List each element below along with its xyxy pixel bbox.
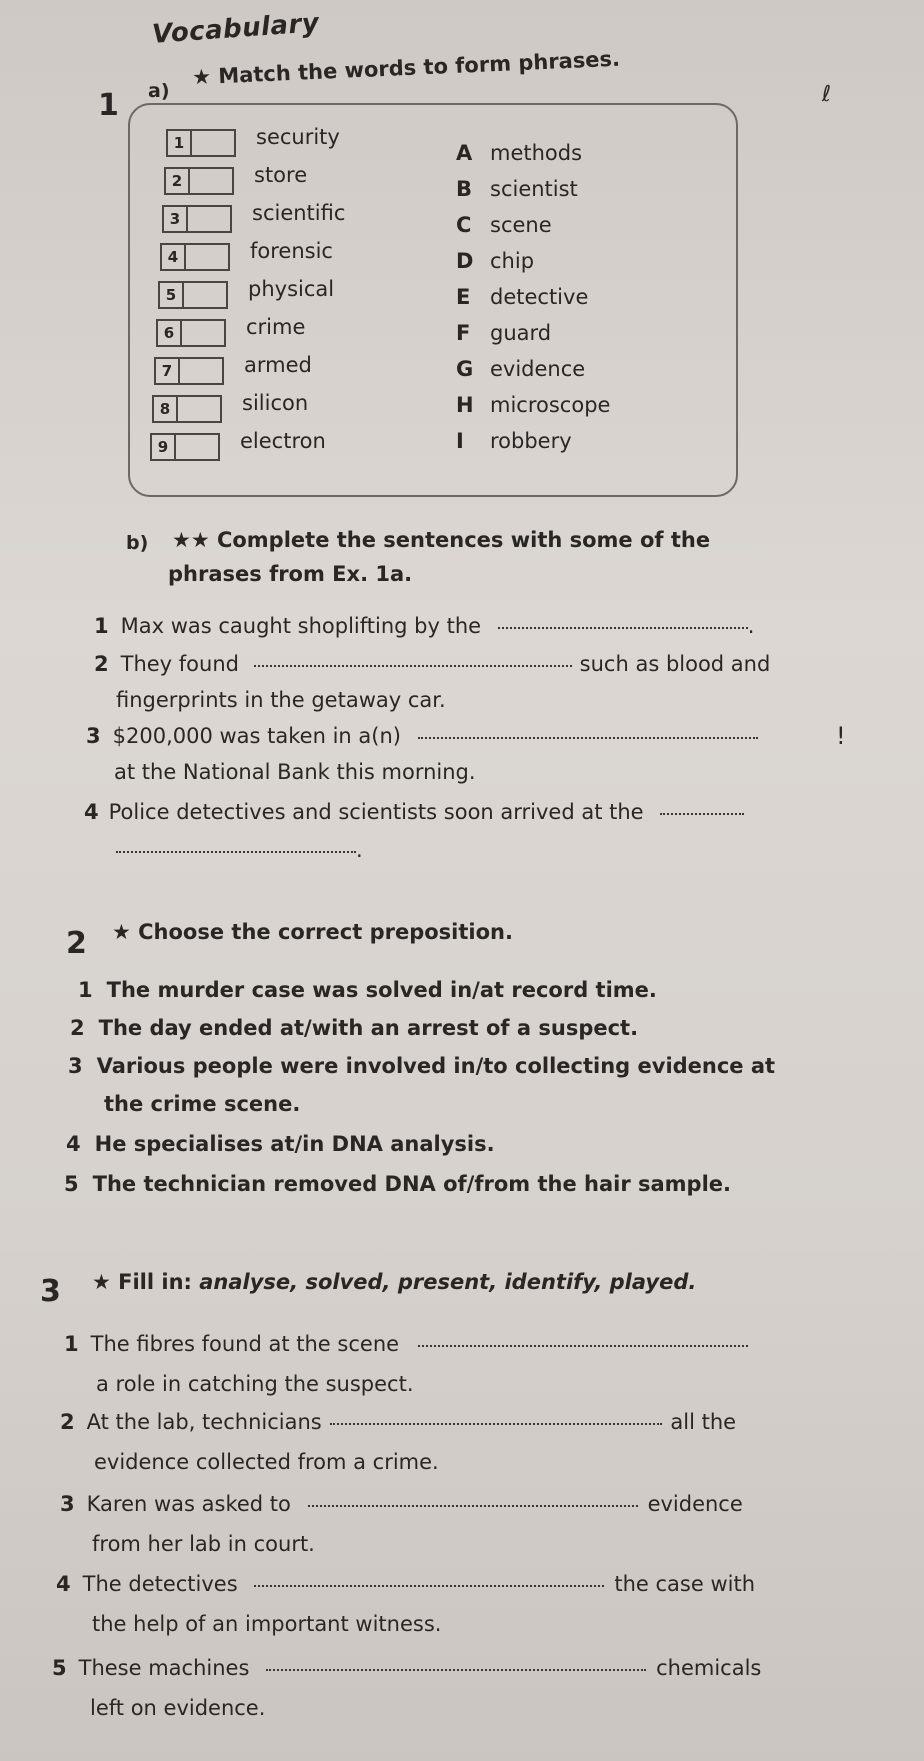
ex3-item-2 bbox=[60, 1410, 736, 1434]
item-number: 5 bbox=[52, 1656, 67, 1680]
item-text: The detectives bbox=[82, 1572, 238, 1596]
exercise-1b-label: b) bbox=[126, 532, 149, 554]
ex3-item-3 bbox=[60, 1492, 743, 1516]
item-letter: E bbox=[456, 285, 471, 309]
exercise-3-number: 3 bbox=[40, 1274, 61, 1309]
ex1b-item-4 bbox=[84, 800, 744, 824]
left-item bbox=[160, 239, 333, 271]
right-word: methods bbox=[490, 141, 583, 165]
item-text-after: evidence bbox=[647, 1492, 743, 1516]
right-word: evidence bbox=[490, 357, 586, 381]
item-number: 1 bbox=[78, 978, 93, 1002]
left-word: silicon bbox=[242, 391, 309, 415]
item-text: the crime scene. bbox=[104, 1092, 301, 1116]
right-word: robbery bbox=[490, 429, 572, 453]
left-item bbox=[164, 163, 308, 195]
right-item bbox=[456, 429, 572, 453]
exercise-1b-instruction-cont: phrases from Ex. 1a. bbox=[168, 562, 413, 586]
item-text: Police detectives and scientists soon arrived at the bbox=[108, 800, 644, 824]
item-number: 3 bbox=[164, 207, 188, 231]
item-text: The technician removed DNA of/from the hair sample. bbox=[92, 1172, 731, 1196]
answer-blank[interactable] bbox=[498, 626, 748, 629]
exercise-1-number: 1 bbox=[98, 88, 119, 123]
item-letter: I bbox=[456, 429, 464, 453]
item-text: Max was caught shoplifting by the bbox=[120, 614, 482, 638]
handwritten-mark: ! bbox=[836, 722, 846, 750]
item-number: 3 bbox=[60, 1492, 75, 1516]
left-item bbox=[154, 353, 312, 385]
right-item bbox=[456, 177, 578, 201]
answer-blank[interactable] bbox=[330, 1422, 662, 1425]
ex3-item-2-cont: evidence collected from a crime. bbox=[94, 1450, 439, 1474]
ex3-item-3-cont: from her lab in court. bbox=[92, 1532, 315, 1556]
left-word: armed bbox=[244, 353, 312, 377]
item-text: $200,000 was taken in a(n) bbox=[112, 724, 401, 748]
item-number: 5 bbox=[160, 283, 184, 307]
answer-blank[interactable] bbox=[254, 1584, 604, 1587]
item-number: 5 bbox=[64, 1172, 79, 1196]
item-number: 3 bbox=[68, 1054, 83, 1078]
item-number: 4 bbox=[66, 1132, 81, 1156]
ex3-item-4-cont: the help of an important witness. bbox=[92, 1612, 442, 1636]
left-word: forensic bbox=[250, 239, 333, 263]
item-text: They found bbox=[120, 652, 239, 676]
ex3-item-4 bbox=[56, 1572, 755, 1596]
item-number: 2 bbox=[70, 1016, 85, 1040]
ex1b-item-3 bbox=[86, 724, 758, 748]
item-number: 9 bbox=[152, 435, 176, 459]
ex3-item-5-cont: left on evidence. bbox=[90, 1696, 266, 1720]
left-word: physical bbox=[248, 277, 335, 301]
item-number: 1 bbox=[94, 614, 109, 638]
right-word: guard bbox=[490, 321, 552, 345]
matching-box bbox=[128, 103, 738, 497]
item-text: At the lab, technicians bbox=[86, 1410, 322, 1434]
answer-blank[interactable] bbox=[254, 664, 572, 667]
exercise-2-number: 2 bbox=[66, 926, 87, 961]
answer-box[interactable] bbox=[162, 205, 232, 233]
answer-box[interactable] bbox=[160, 243, 230, 271]
item-text: The murder case was solved in/at record time. bbox=[106, 978, 657, 1002]
answer-box[interactable] bbox=[166, 129, 236, 157]
left-word: crime bbox=[246, 315, 306, 339]
item-text: The fibres found at the scene bbox=[90, 1332, 400, 1356]
item-text-after: chemicals bbox=[656, 1656, 762, 1680]
left-item bbox=[162, 201, 346, 233]
right-item bbox=[456, 321, 551, 345]
word-bank: analyse, solved, present, identify, played. bbox=[199, 1270, 697, 1294]
item-letter: G bbox=[456, 357, 474, 381]
item-end: . bbox=[747, 614, 755, 638]
item-number: 1 bbox=[64, 1332, 79, 1356]
ex2-item bbox=[68, 1054, 775, 1078]
right-item bbox=[456, 213, 552, 237]
item-text: Various people were involved in/to collecting evidence at bbox=[96, 1054, 776, 1078]
answer-blank[interactable] bbox=[660, 812, 744, 815]
corner-mark: ℓ bbox=[822, 82, 832, 107]
answer-blank[interactable] bbox=[418, 1344, 748, 1347]
item-number: 2 bbox=[166, 169, 190, 193]
ex2-item bbox=[78, 978, 657, 1002]
ex3-item-1-cont: a role in catching the suspect. bbox=[96, 1372, 414, 1396]
right-word: detective bbox=[490, 285, 589, 309]
ex1b-item-4-cont bbox=[116, 838, 363, 862]
ex1b-item-2 bbox=[94, 652, 770, 676]
ex1b-item-1 bbox=[94, 614, 754, 638]
ex2-item bbox=[70, 1016, 638, 1040]
left-item bbox=[156, 315, 306, 347]
item-number: 3 bbox=[86, 724, 101, 748]
item-letter: B bbox=[456, 177, 473, 201]
ex1b-item-2-cont: fingerprints in the getaway car. bbox=[116, 688, 446, 712]
item-text-after: all the bbox=[670, 1410, 737, 1434]
item-number: 6 bbox=[158, 321, 182, 345]
answer-blank[interactable] bbox=[266, 1668, 646, 1671]
item-number: 7 bbox=[156, 359, 180, 383]
item-text: He specialises at/in DNA analysis. bbox=[94, 1132, 495, 1156]
answer-box[interactable] bbox=[154, 357, 224, 385]
ex3-item-5 bbox=[52, 1656, 761, 1680]
right-item bbox=[456, 393, 610, 417]
ex2-item bbox=[64, 1172, 731, 1196]
answer-box[interactable] bbox=[150, 433, 220, 461]
ex3-item-1 bbox=[64, 1332, 748, 1356]
answer-blank[interactable] bbox=[418, 736, 758, 739]
left-item bbox=[166, 125, 340, 157]
item-text-after: the case with bbox=[614, 1572, 756, 1596]
item-number: 4 bbox=[162, 245, 186, 269]
item-letter: H bbox=[456, 393, 474, 417]
left-item bbox=[158, 277, 335, 309]
item-text-after: such as blood and bbox=[579, 652, 771, 676]
item-letter: C bbox=[456, 213, 472, 237]
right-word: microscope bbox=[490, 393, 611, 417]
left-word: store bbox=[254, 163, 308, 187]
answer-box[interactable] bbox=[156, 319, 226, 347]
item-number: 1 bbox=[168, 131, 192, 155]
exercise-3-instruction bbox=[92, 1270, 696, 1294]
exercise-1a-label: a) bbox=[148, 80, 170, 102]
left-word: electron bbox=[240, 429, 326, 453]
section-title: Vocabulary bbox=[151, 8, 321, 50]
exercise-1a-instruction: ★ Match the words to form phrases. bbox=[191, 46, 621, 90]
ex2-item bbox=[66, 1132, 495, 1156]
right-item bbox=[456, 249, 534, 273]
item-letter: A bbox=[456, 141, 473, 165]
answer-box[interactable] bbox=[152, 395, 222, 423]
right-item bbox=[456, 357, 585, 381]
right-word: chip bbox=[490, 249, 535, 273]
answer-blank[interactable] bbox=[308, 1504, 638, 1507]
right-item bbox=[456, 285, 588, 309]
right-word: scene bbox=[490, 213, 552, 237]
left-word: security bbox=[256, 125, 340, 149]
left-item bbox=[150, 429, 326, 461]
item-end: . bbox=[356, 838, 363, 862]
item-number: 8 bbox=[154, 397, 178, 421]
item-number: 4 bbox=[56, 1572, 71, 1596]
ex2-item bbox=[104, 1092, 300, 1116]
item-number: 2 bbox=[60, 1410, 75, 1434]
item-number: 2 bbox=[94, 652, 109, 676]
item-text: Karen was asked to bbox=[86, 1492, 291, 1516]
left-item bbox=[152, 391, 309, 423]
answer-box[interactable] bbox=[164, 167, 234, 195]
exercise-1b-instruction: ★★ Complete the sentences with some of the bbox=[172, 528, 711, 552]
item-letter: D bbox=[456, 249, 474, 273]
item-letter: F bbox=[456, 321, 471, 345]
item-number: 4 bbox=[84, 800, 99, 824]
answer-blank[interactable] bbox=[116, 850, 356, 853]
right-item bbox=[456, 141, 582, 165]
answer-box[interactable] bbox=[158, 281, 228, 309]
item-text: The day ended at/with an arrest of a suspect. bbox=[98, 1016, 639, 1040]
left-word: scientific bbox=[252, 201, 346, 225]
right-word: scientist bbox=[490, 177, 578, 201]
exercise-2-instruction: ★ Choose the correct preposition. bbox=[112, 920, 513, 944]
item-text: These machines bbox=[78, 1656, 250, 1680]
instruction-prefix: ★ Fill in: bbox=[92, 1270, 192, 1294]
ex1b-item-3-cont: at the National Bank this morning. bbox=[114, 760, 476, 784]
